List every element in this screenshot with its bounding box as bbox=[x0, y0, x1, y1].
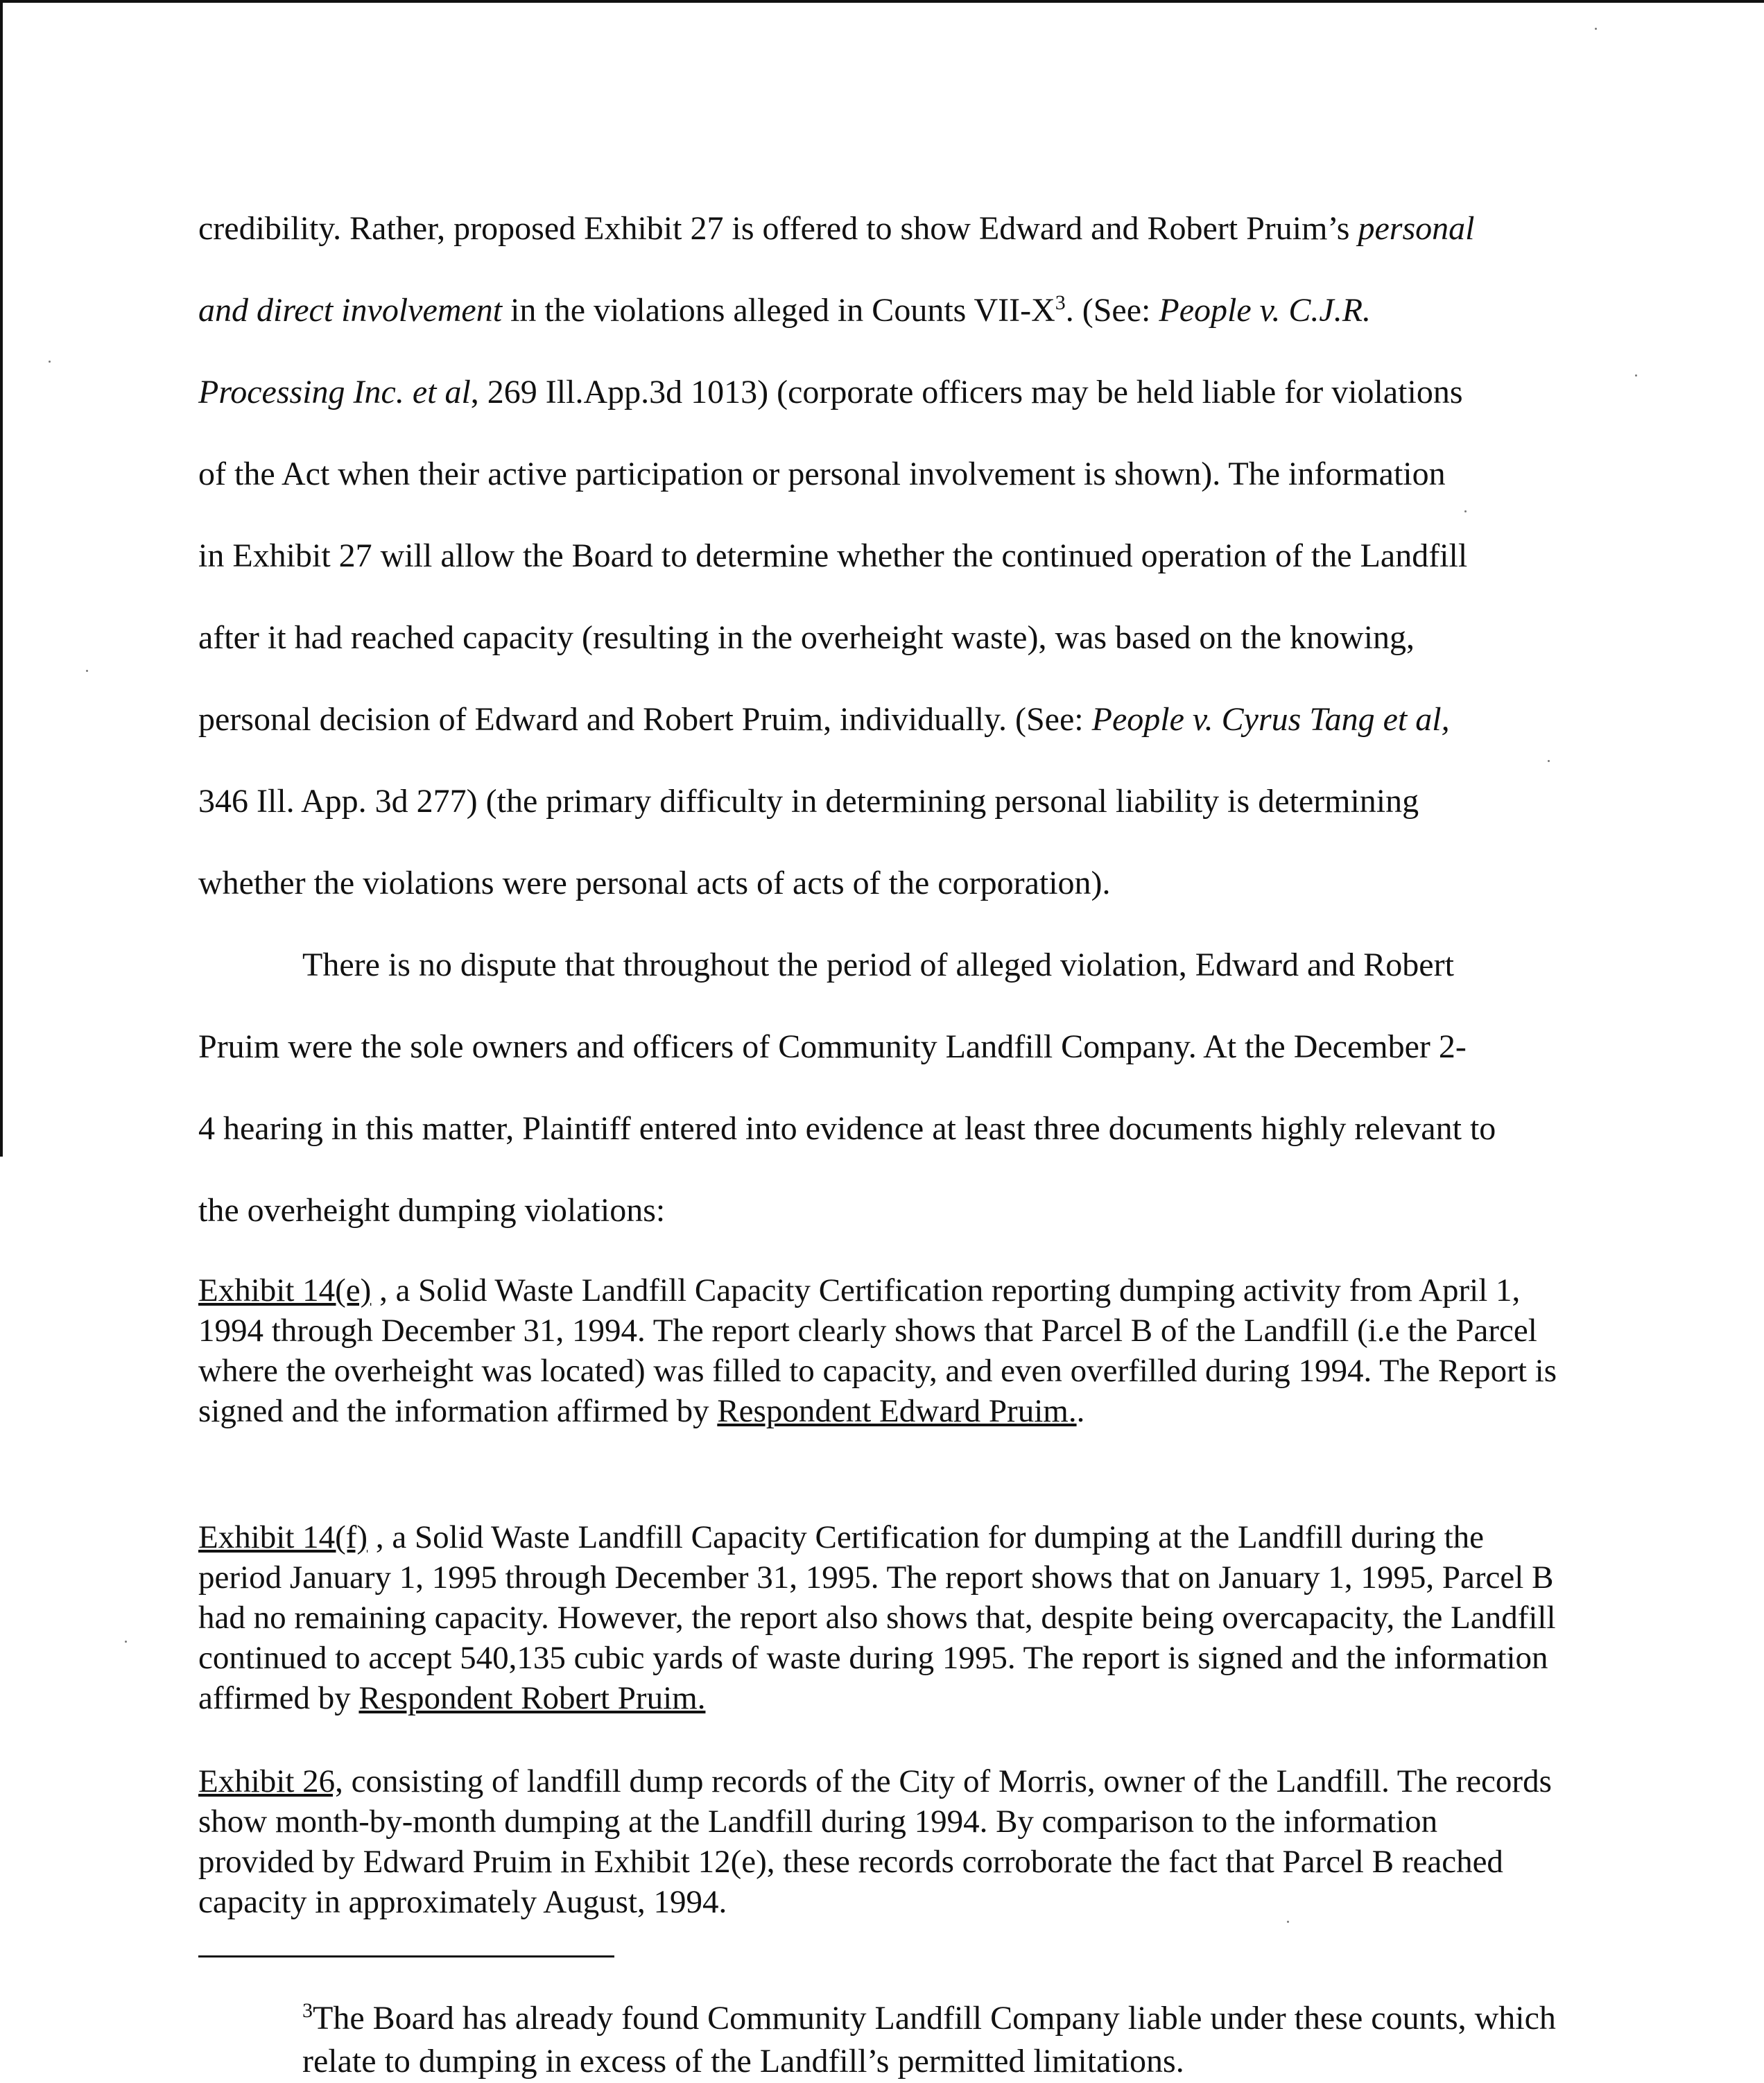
scan-border-left bbox=[0, 0, 3, 1157]
text-run: personal decision of Edward and Robert Pruim, individually. (See: bbox=[198, 701, 1092, 738]
body-line: 4 hearing in this matter, Plaintiff entered into evidence at least three documents highly relevant to bbox=[198, 1110, 1496, 1147]
scan-speck bbox=[1595, 28, 1597, 30]
footnote-marker: 3 bbox=[1055, 291, 1066, 314]
text-run: in the violations alleged in Counts VII-X bbox=[502, 292, 1055, 329]
footnote bbox=[198, 1997, 1557, 2083]
body-line: Pruim were the sole owners and officers of Community Landfill Company. At the December 2- bbox=[198, 1028, 1467, 1065]
exhibit-paragraph bbox=[198, 1517, 1557, 1718]
exhibit-signer: Respondent Edward Pruim. bbox=[717, 1393, 1077, 1429]
exhibit-paragraph bbox=[198, 1270, 1557, 1431]
text-run: . (See: bbox=[1065, 292, 1159, 329]
exhibit-signer: Respondent Robert Pruim. bbox=[358, 1680, 706, 1716]
scan-speck bbox=[49, 361, 51, 363]
body-line: after it had reached capacity (resulting in the overheight waste), was based on the knowing, bbox=[198, 619, 1415, 656]
scan-speck bbox=[86, 670, 88, 672]
body-line: the overheight dumping violations: bbox=[198, 1192, 666, 1229]
body-line bbox=[198, 290, 1557, 331]
exhibit-label: Exhibit 14(e) bbox=[198, 1272, 372, 1308]
scan-border-top bbox=[0, 0, 1764, 3]
exhibit-text: consisting of landfill dump records of the City of Morris, owner of the Landfill. The records show month-by-month dumping at the Landfill during 1994. By comparison to the information provided by Edward Pruim in Exhibit 12(e), these records corroborate the fact that Parcel B reached capacity in approximately August, 1994. bbox=[198, 1763, 1552, 1920]
exhibit-text: , a Solid Waste Landfill Capacity Certification reporting dumping activity from April 1, 1994 through December 31, 1994. The report clearly shows that Parcel B of the Landfill (i.e the Parcel where the overheight was located) was filled to capacity, and even overfilled during 1994. The Report is signed and the information affirmed by bbox=[198, 1272, 1557, 1429]
body-line bbox=[198, 372, 1557, 413]
body-line bbox=[198, 699, 1557, 741]
exhibit-label: Exhibit 14(f) bbox=[198, 1519, 368, 1555]
body-line bbox=[198, 208, 1557, 250]
italic-run: People v. Cyrus Tang et al, bbox=[1091, 701, 1450, 738]
body-line: in Exhibit 27 will allow the Board to determine whether the continued operation of the Landfill bbox=[198, 537, 1468, 574]
footnote-text: The Board has already found Community Landfill Company liable under these counts, which relate to dumping in excess of the Landfill’s permitted limitations. bbox=[302, 2000, 1556, 2080]
italic-run: People v. C.J.R. bbox=[1159, 292, 1372, 329]
text-run: credibility. Rather, proposed Exhibit 27 is offered to show Edward and Robert Pruim’s bbox=[198, 210, 1358, 247]
scan-speck bbox=[1548, 760, 1550, 762]
scan-speck bbox=[125, 1641, 127, 1643]
exhibit-text: , a Solid Waste Landfill Capacity Certification for dumping at the Landfill during the period January 1, 1995 through December 31, 1995. The report shows that on January 1, 1995, Parcel B had no remaining capacity. However, the report also shows that, despite being overcapacity, the Landfill continued to accept 540,135 cubic yards of waste during 1995. The report is signed and the information affirmed by bbox=[198, 1519, 1556, 1716]
body-line: There is no dispute that throughout the period of alleged violation, Edward and Robert bbox=[302, 947, 1454, 983]
scan-speck bbox=[1635, 374, 1637, 377]
footnote-divider bbox=[198, 1955, 614, 1957]
italic-run: Processing Inc. et al bbox=[198, 374, 471, 410]
exhibit-label: Exhibit 26, bbox=[198, 1763, 343, 1799]
body-line: of the Act when their active participation or personal involvement is shown). The information bbox=[198, 456, 1446, 492]
body-line: 346 Ill. App. 3d 277) (the primary difficulty in determining personal liability is determining bbox=[198, 783, 1419, 820]
exhibit-paragraph bbox=[198, 1761, 1557, 1922]
body-line: whether the violations were personal acts of acts of the corporation). bbox=[198, 865, 1111, 901]
italic-run: personal bbox=[1358, 210, 1475, 247]
scan-speck bbox=[1464, 510, 1467, 512]
exhibit-tail: . bbox=[1076, 1393, 1085, 1429]
italic-run: and direct involvement bbox=[198, 292, 503, 329]
footnote-number: 3 bbox=[302, 1999, 313, 2022]
text-run: , 269 Ill.App.3d 1013) (corporate officers may be held liable for violations bbox=[470, 374, 1463, 410]
